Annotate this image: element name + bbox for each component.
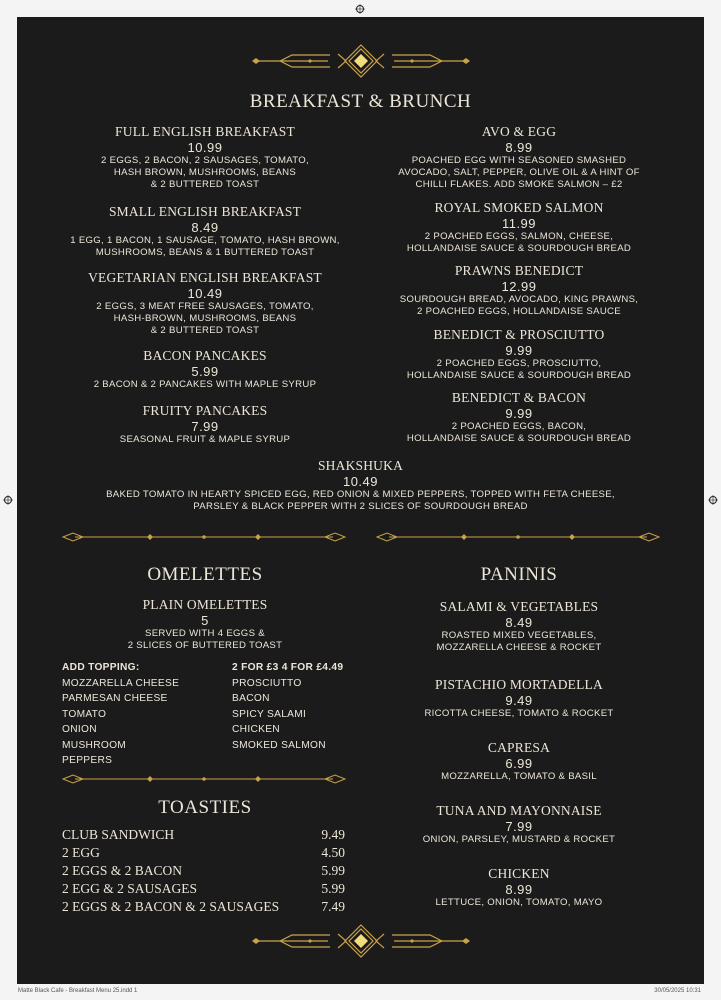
desc-line: ROASTED MIXED VEGETABLES, [441,630,597,641]
menu-item-tuna-and-mayonnaise [375,803,663,846]
menu-page [17,17,704,984]
toastie-row [62,880,345,898]
desc-line: RICOTTA CHEESE, TOMATO & ROCKET [424,708,614,719]
item-price: 8.49 [191,220,219,235]
item-name: AVO & EGG [481,124,557,139]
item-name: SMALL ENGLISH BREAKFAST [108,204,302,219]
item-price: 5 [201,613,209,628]
item-price: 10.99 [187,140,223,155]
desc-line: LETTUCE, ONION, TOMATO, MAYO [435,897,603,908]
desc-line: HASH-BROWN, MUSHROOMS, BEANS [113,313,297,324]
divider-ornament-icon [61,773,347,785]
desc-line: MOZZARELLA, TOMATO & BASIL [441,771,597,782]
desc-line: 2 POACHED EGGS, BACON, [451,421,587,432]
item-name: ROYAL SMOKED SALMON [434,200,604,215]
item-price: 5.99 [321,881,345,896]
menu-item-fruity-pancakes [61,403,349,446]
desc-line: SOURDOUGH BREAD, AVOCADO, KING PRAWNS, [399,294,639,305]
paninis-title: PANINIS [480,564,558,585]
divider-ornament-icon [375,531,661,543]
topping-item: CHICKEN [232,724,280,735]
topping-item: MOZZARELLA CHEESE [62,677,180,689]
desc-line: HOLLANDAISE SAUCE & SOURDOUGH BREAD [406,433,632,444]
item-desc [375,771,663,783]
item-desc [375,897,663,909]
item-price: 12.99 [501,279,537,294]
menu-item-pistachio-mortadella [375,677,663,720]
registration-mark-right [708,495,718,505]
item-name: BACON PANCAKES [143,348,267,363]
item-name: CHICKEN [488,866,550,881]
desc-line: SERVED WITH 4 EGGS & [145,628,265,639]
item-name: CAPRESA [487,740,551,755]
desc-line: & 2 BUTTERED TOAST [150,325,260,336]
topping-item: MUSHROOM [62,739,127,751]
item-price: 7.49 [321,899,345,914]
desc-line: HASH BROWN, MUSHROOMS, BEANS [113,167,297,178]
item-desc [61,379,349,391]
item-price: 10.49 [342,474,379,489]
item-price: 8.99 [505,140,533,155]
item-desc [61,235,349,259]
desc-line: 2 EGGS, 2 BACON, 2 SAUSAGES, TOMATO, [101,155,309,166]
item-desc [375,834,663,846]
menu-item-small-english-breakfast [61,204,349,259]
topping-item: TOMATO [62,708,107,720]
item-price: 9.99 [505,406,533,421]
item-price: 6.99 [505,756,533,771]
item-name: CLUB SANDWICH [62,827,175,842]
divider-ornament-icon [61,531,347,543]
menu-item-benedict-bacon [375,390,663,445]
desc-line: PARSLEY & BLACK PEPPER WITH 2 SLICES OF SOURDOUGH BREAD [193,501,528,512]
item-price: 9.49 [505,693,533,708]
item-name: FRUITY PANCAKES [142,403,268,418]
menu-item-salami-vegetables [375,599,663,654]
offer-header: 2 FOR £3 4 FOR £4.49 [232,662,344,673]
menu-item-royal-smoked-salmon [375,200,663,255]
item-name: FULL ENGLISH BREAKFAST [115,124,295,139]
desc-line: 2 EGGS, 3 MEAT FREE SAUSAGES, TOMATO, [96,301,314,312]
item-desc [17,489,704,513]
desc-line: HOLLANDAISE SAUCE & SOURDOUGH BREAD [406,370,632,381]
item-name: 2 EGG & 2 SAUSAGES [62,881,198,896]
desc-line: & 2 BUTTERED TOAST [150,179,260,190]
omelettes-title: OMELETTES [147,564,263,585]
item-price: 10.49 [187,286,223,301]
toastie-row [62,844,345,862]
desc-line: BAKED TOMATO IN HEARTY SPICED EGG, RED ONION & MIXED PEPPERS, TOPPED WITH FETA CHEESE, [106,489,615,500]
desc-line: HOLLANDAISE SAUCE & SOURDOUGH BREAD [406,243,632,254]
topping-item: BACON [232,693,270,704]
item-desc [375,294,663,318]
desc-line: 2 POACHED EGGS, SALMON, CHEESE, [424,231,614,242]
topping-header: ADD TOPPING: [62,662,140,673]
item-price: 8.49 [505,615,533,630]
item-desc [375,421,663,445]
menu-item-prawns-benedict [375,263,663,318]
desc-line: ONION, PARSLEY, MUSTARD & ROCKET [422,834,616,845]
menu-item-shakshuka [17,458,704,513]
desc-line: 2 POACHED EGGS, PROSCIUTTO, [436,358,602,369]
menu-item-plain-omelettes [61,597,349,652]
item-price: 9.99 [505,343,533,358]
item-name: SHAKSHUKA [317,458,404,473]
desc-line: POACHED EGG WITH SEASONED SMASHED [411,155,627,166]
item-name: TUNA AND MAYONNAISE [436,803,602,818]
toastie-row [62,862,345,880]
item-name: 2 EGGS & 2 BACON & 2 SAUSAGES [62,899,280,914]
item-price: 5.99 [191,364,219,379]
item-name: SALAMI & VEGETABLES [439,599,599,614]
desc-line: AVOCADO, SALT, PEPPER, OLIVE OIL & A HINT OF [398,167,640,178]
desc-line: SEASONAL FRUIT & MAPLE SYRUP [119,434,291,445]
item-price: 7.99 [505,819,533,834]
item-desc [375,155,663,191]
menu-item-chicken [375,866,663,909]
topping-item: PARMESAN CHEESE [62,693,168,704]
registration-mark-top [355,4,365,14]
desc-line: CHILLI FLAKES. ADD SMOKE SALMON – £2 [415,179,623,190]
item-name: PLAIN OMELETTES [142,597,268,612]
desc-line: 1 EGG, 1 BACON, 1 SAUSAGE, TOMATO, HASH BROWN, [70,235,340,246]
item-name: 2 EGG [62,845,100,860]
desc-line: 2 BACON & 2 PANCAKES WITH MAPLE SYRUP [93,379,317,390]
topping-item: ONION [62,724,97,735]
registration-mark-left [3,495,13,505]
toasties-title: TOASTIES [158,797,252,818]
menu-item-full-english-breakfast [61,124,349,191]
item-name: BENEDICT & PROSCIUTTO [433,327,605,342]
item-name: VEGETARIAN ENGLISH BREAKFAST [88,270,322,285]
bottom-ornament-icon [250,924,472,958]
item-price: 4.50 [321,845,345,860]
item-price: 7.99 [191,419,219,434]
item-desc [375,358,663,382]
topping-item: PEPPERS [62,755,113,766]
menu-item-benedict-prosciutto [375,327,663,382]
item-desc [61,434,349,446]
item-desc [375,231,663,255]
item-desc [61,628,349,652]
desc-line: 2 POACHED EGGS, HOLLANDAISE SAUCE [417,306,621,317]
desc-line: MOZZARELLA CHEESE & ROCKET [436,642,602,653]
toppings-left-list [62,660,179,769]
item-name: PRAWNS BENEDICT [454,263,584,278]
toppings-right-list [232,660,343,753]
item-price: 5.99 [321,863,345,878]
desc-line: MUSHROOMS, BEANS & 1 BUTTERED TOAST [95,247,315,258]
menu-item-vegetarian-english-breakfast [61,270,349,337]
menu-item-bacon-pancakes [61,348,349,391]
item-desc [375,708,663,720]
topping-item: SMOKED SALMON [232,739,326,751]
menu-item-avo-egg [375,124,663,191]
top-ornament-icon [250,44,472,78]
desc-line: 2 SLICES OF BUTTERED TOAST [127,640,283,651]
item-name: 2 EGGS & 2 BACON [62,863,183,878]
topping-item: SPICY SALAMI [232,708,307,720]
item-price: 9.49 [321,827,345,842]
item-name: BENEDICT & BACON [451,390,587,405]
footer-file: Matte Black Cafe - Breakfast Menu 25.indd 1 [18,988,138,994]
item-desc [61,155,349,191]
item-desc [61,301,349,337]
topping-item: PROSCIUTTO [232,677,302,689]
toastie-row [62,898,345,916]
footer-date: 30/05/2025 10:31 [654,988,701,994]
item-desc [375,630,663,654]
breakfast-title: BREAKFAST & BRUNCH [249,91,472,112]
item-name: PISTACHIO MORTADELLA [435,677,603,692]
item-price: 11.99 [501,216,537,231]
toasties-list [62,826,345,916]
menu-item-capresa [375,740,663,783]
item-price: 8.99 [505,882,533,897]
toastie-row [62,826,345,844]
